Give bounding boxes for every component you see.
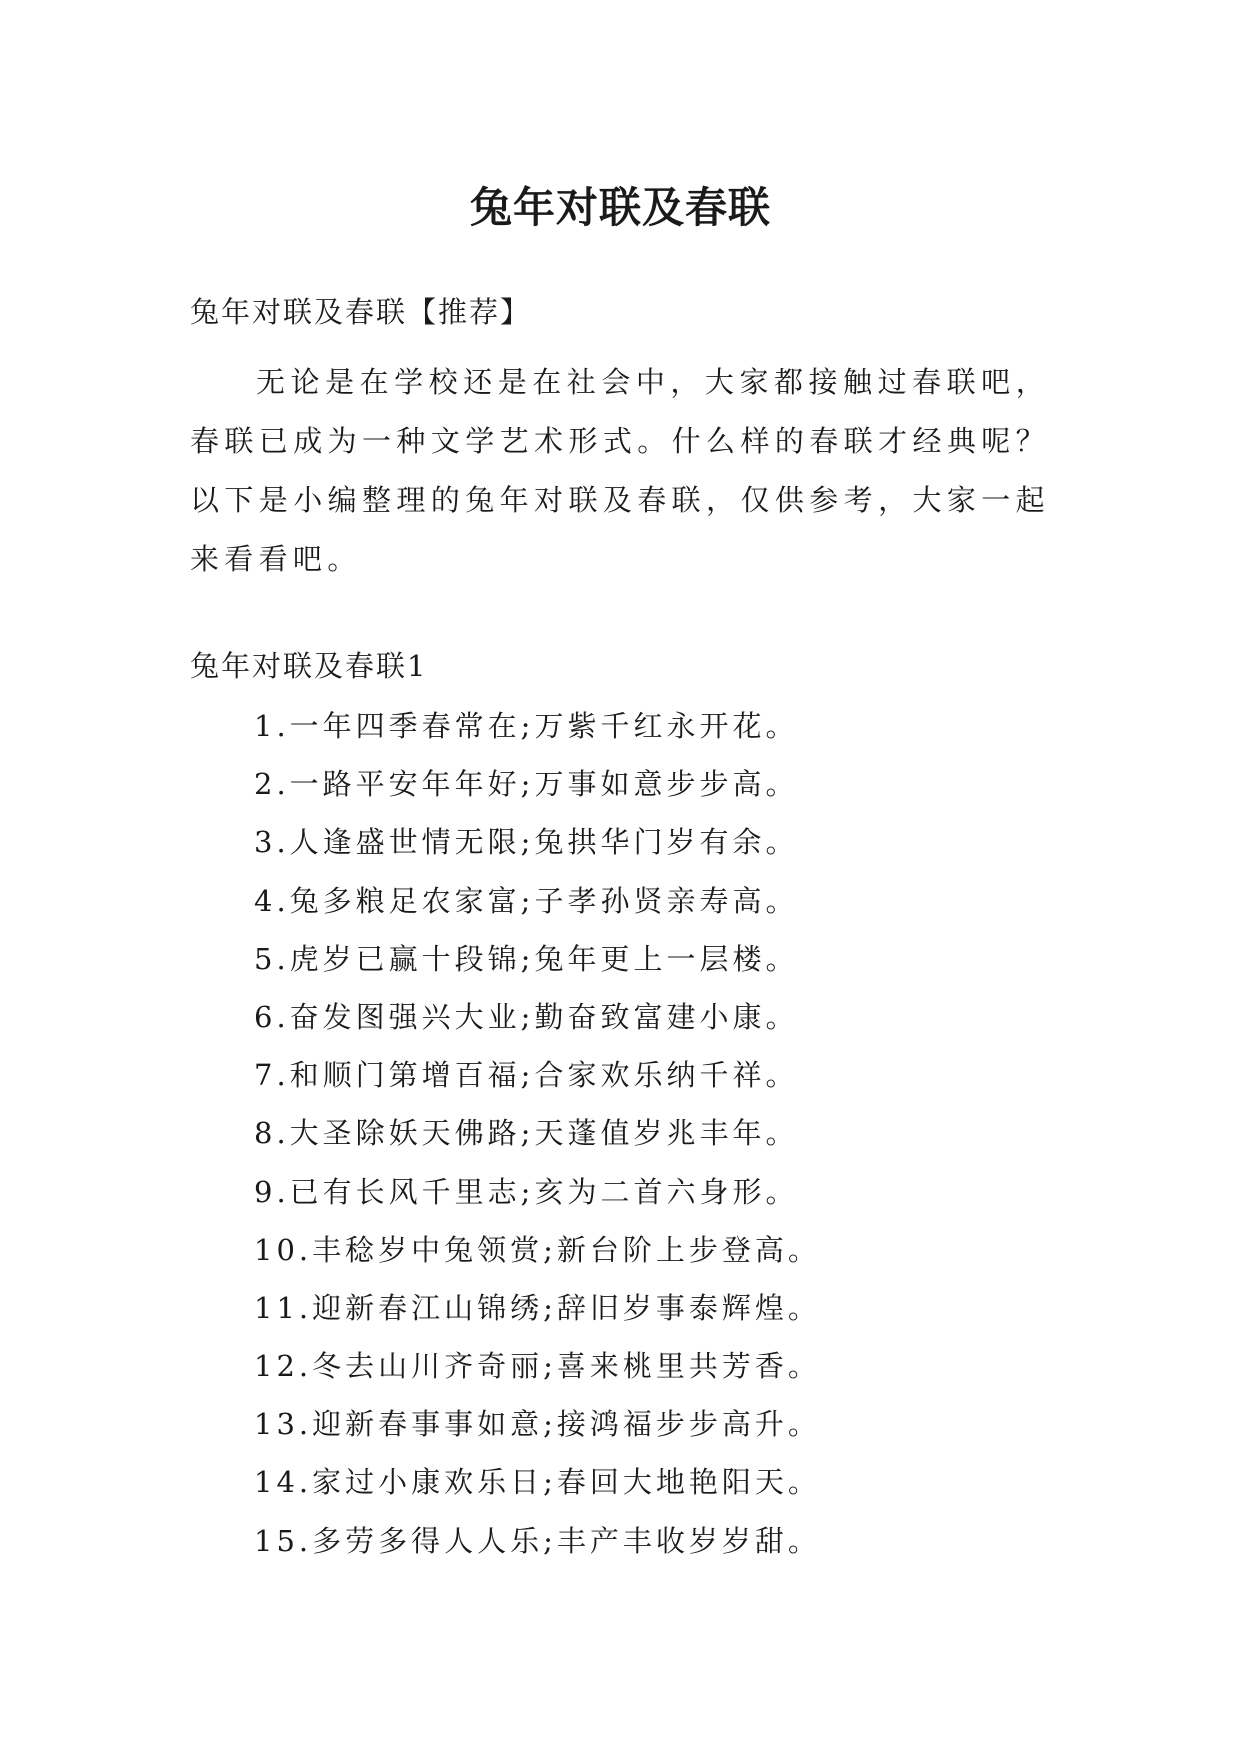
couplet-item: 10.丰稔岁中兔领赏;新台阶上步登高。	[254, 1232, 821, 1267]
couplet-item: 6.奋发图强兴大业;勤奋致富建小康。	[254, 999, 799, 1034]
couplet-item: 7.和顺门第增百福;合家欢乐纳千祥。	[254, 1058, 799, 1093]
couplet-item: 4.兔多粮足农家富;子孝孙贤亲寿高。	[254, 883, 799, 918]
section-heading: 兔年对联及春联1	[190, 649, 428, 683]
intro-paragraph: 无论是在学校还是在社会中，大家都接触过春联吧，春联已成为一种文学艺术形式。什么样的春联才经典呢？以下是小编整理的兔年对联及春联，仅供参考，大家一起来看看吧。	[190, 365, 1050, 576]
couplet-item: 12.冬去山川齐奇丽;喜来桃里共芳香。	[254, 1349, 821, 1384]
subtitle: 兔年对联及春联【推荐】	[190, 295, 532, 329]
couplet-item: 8.大圣除妖天佛路;天蓬值岁兆丰年。	[254, 1116, 799, 1151]
couplet-item: 11.迎新春江山锦绣;辞旧岁事泰辉煌。	[254, 1290, 821, 1325]
couplet-item: 15.多劳多得人人乐;丰产丰收岁岁甜。	[254, 1523, 821, 1558]
couplet-item: 14.家过小康欢乐日;春回大地艳阳天。	[254, 1465, 821, 1500]
couplet-item: 5.虎岁已赢十段锦;兔年更上一层楼。	[254, 941, 799, 976]
couplet-item: 13.迎新春事事如意;接鸿福步步高升。	[254, 1407, 821, 1442]
couplet-item: 1.一年四季春常在;万紫千红永开花。	[254, 709, 799, 743]
couplet-item: 9.已有长风千里志;亥为二首六身形。	[254, 1174, 799, 1209]
page-title: 兔年对联及春联	[469, 183, 771, 233]
couplet-item: 3.人逢盛世情无限;兔拱华门岁有余。	[254, 825, 799, 860]
couplet-list	[254, 697, 821, 1570]
couplet-item: 2.一路平安年年好;万事如意步步高。	[254, 767, 799, 802]
